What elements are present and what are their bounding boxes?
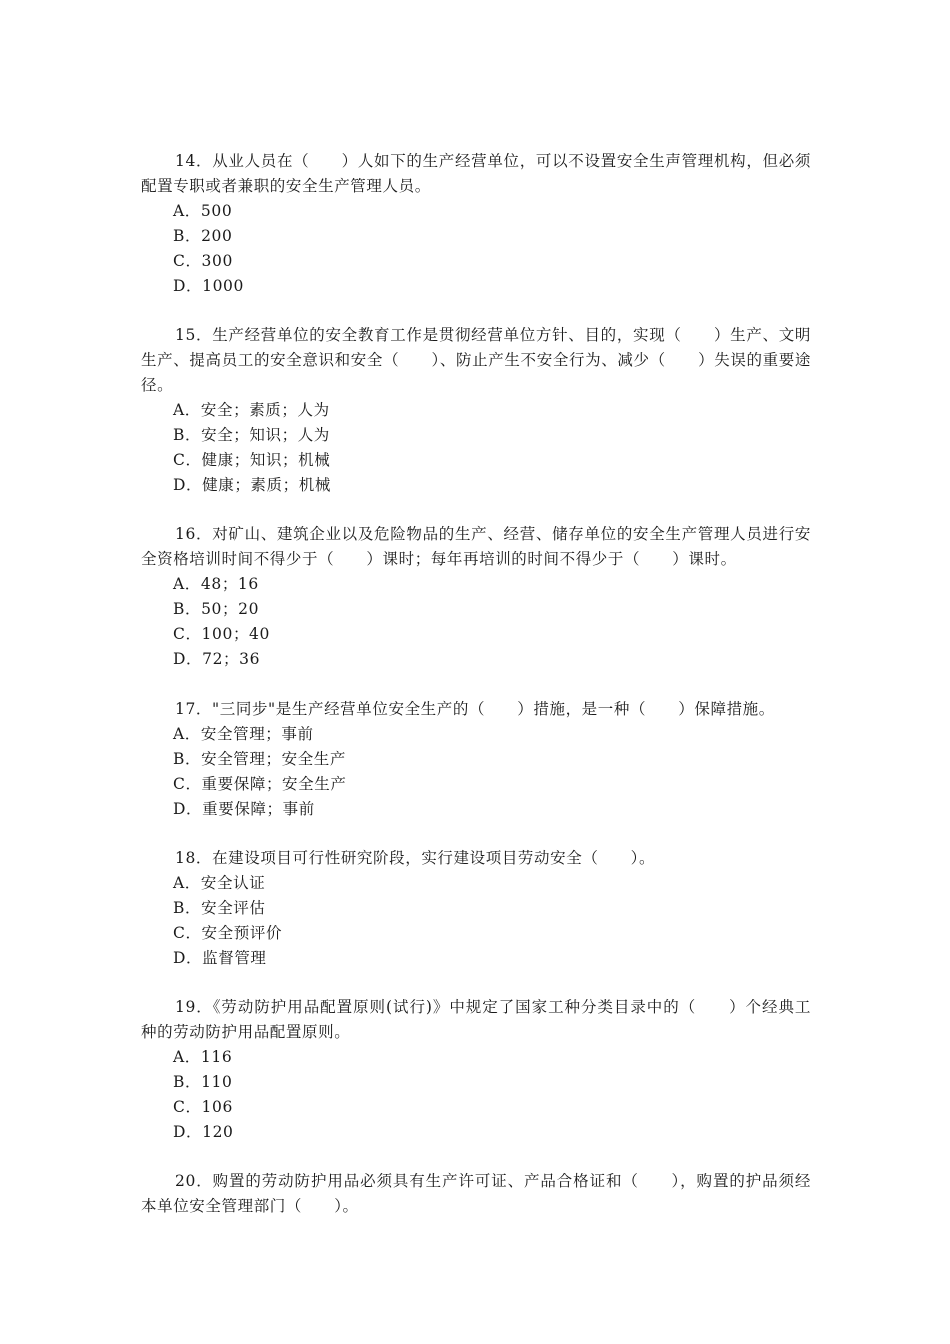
option-b: B．50；20 [173, 600, 260, 618]
question-15 [141, 323, 811, 498]
option-list [141, 398, 811, 498]
option-a: A．安全；素质；人为 [173, 401, 330, 419]
option-c: C．300 [173, 252, 233, 270]
option-c: C．安全预评价 [173, 924, 283, 942]
option-list [141, 1045, 811, 1145]
option-d: D．72；36 [173, 650, 261, 668]
option-list [141, 199, 811, 299]
question-20 [141, 1169, 811, 1219]
option-d: D．监督管理 [173, 949, 267, 967]
option-b: B．200 [173, 227, 233, 245]
question-18 [141, 846, 811, 971]
option-c: C．重要保障；安全生产 [173, 775, 347, 793]
question-stem: 14．从业人员在（ ）人如下的生产经营单位，可以不设置安全生声管理机构，但必须配置专职或者兼职的安全生产管理人员。 [141, 152, 811, 195]
option-b: B．安全管理；安全生产 [173, 750, 346, 768]
question-17 [141, 697, 811, 822]
question-19 [141, 995, 811, 1145]
option-d: D．1000 [173, 277, 244, 295]
option-a: A．安全认证 [173, 874, 266, 892]
option-c: C．健康；知识；机械 [173, 451, 331, 469]
option-c: C．100；40 [173, 625, 270, 643]
option-b: B．安全评估 [173, 899, 266, 917]
option-list [141, 871, 811, 971]
option-list [141, 572, 811, 672]
question-16 [141, 522, 811, 672]
option-a: A．116 [173, 1048, 233, 1066]
question-stem: 17．"三同步"是生产经营单位安全生产的（ ）措施，是一种（ ）保障措施。 [175, 700, 775, 718]
option-b: B．安全；知识；人为 [173, 426, 330, 444]
question-stem: 18．在建设项目可行性研究阶段，实行建设项目劳动安全（ ）。 [175, 849, 656, 867]
question-stem: 19．《劳动防护用品配置原则(试行)》中规定了国家工种分类目录中的（ ）个经典工种的劳动防护用品配置原则。 [141, 998, 811, 1041]
option-d: D．120 [173, 1123, 234, 1141]
question-stem: 16．对矿山、建筑企业以及危险物品的生产、经营、储存单位的安全生产管理人员进行安全资格培训时间不得少于（ ）课时；每年再培训的时间不得少于（ ）课时。 [141, 525, 811, 568]
question-stem: 15．生产经营单位的安全教育工作是贯彻经营单位方针、目的，实现（ ）生产、文明生产、提高员工的安全意识和安全（ ）、防止产生不安全行为、减少（ ）失误的重要途径。 [141, 326, 811, 394]
option-d: D．健康；素质；机械 [173, 476, 331, 494]
question-14 [141, 149, 811, 299]
option-a: A．500 [173, 202, 233, 220]
option-b: B．110 [173, 1073, 233, 1091]
option-c: C．106 [173, 1098, 233, 1116]
option-a: A．48；16 [173, 575, 259, 593]
option-d: D．重要保障；事前 [173, 800, 315, 818]
option-a: A．安全管理；事前 [173, 725, 314, 743]
question-stem: 20．购置的劳动防护用品必须具有生产许可证、产品合格证和（ ），购置的护品须经本单位安全管理部门（ ）。 [141, 1172, 811, 1215]
option-list [141, 722, 811, 822]
